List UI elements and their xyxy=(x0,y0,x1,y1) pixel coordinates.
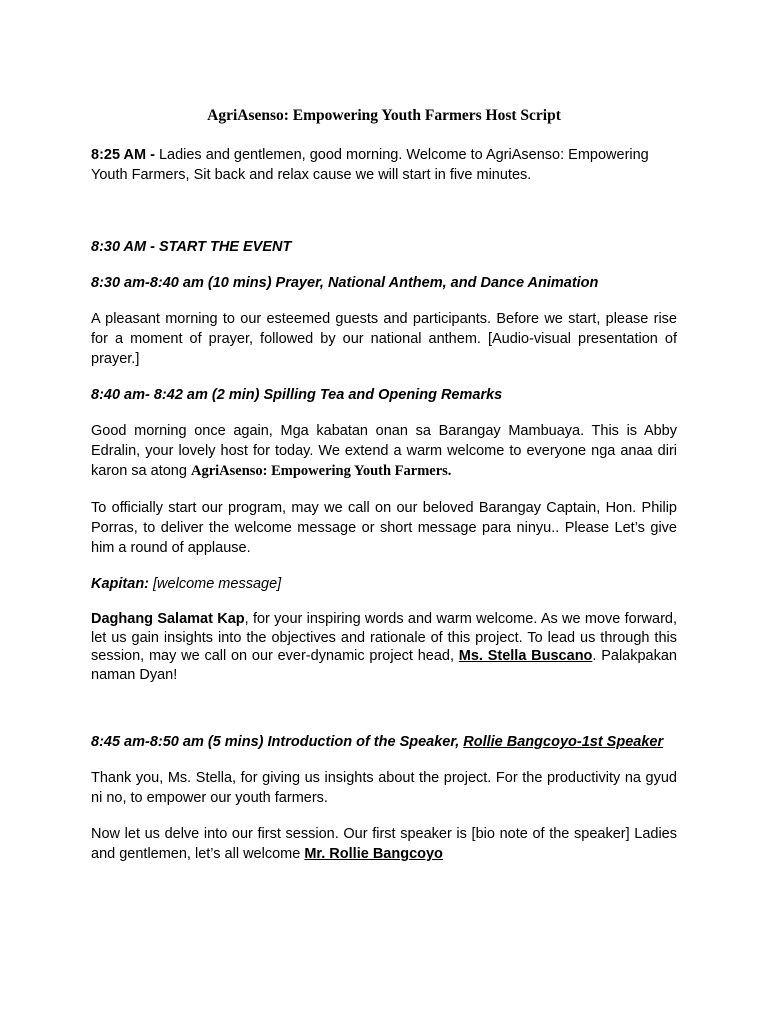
segment-remarks-heading: 8:40 am- 8:42 am (2 min) Spilling Tea and Opening Remarks xyxy=(91,387,503,403)
speaker-heading-text: 8:45 am-8:50 am (5 mins) Introduction of the Speaker, xyxy=(91,734,464,750)
thanks-text: , for your inspiring words and warm welcome. As we move forward, let us gain insights into the objectives and rationale of this project. To lead us through this session, may we call on our ever-dynamic project head, xyxy=(91,611,678,664)
intro-time: 8:25 AM - xyxy=(91,147,155,163)
prayer-paragraph: A pleasant morning to our esteemed guests and participants. Before we start, please rise for a moment of prayer, followed by our national anthem. [Audio-visual presentation of prayer.] xyxy=(91,311,677,367)
thanks-paragraph xyxy=(91,610,677,684)
speaker-name: Mr. Rollie Bangcoyo xyxy=(304,846,443,862)
speaker-heading-name: Rollie Bangcoyo-1st Speaker xyxy=(463,734,664,750)
first-session-text: Now let us delve into our first session. Our first speaker is [bio note of the speaker] Ladies and gentlemen, let’s all welcome xyxy=(91,826,677,862)
first-session-paragraph xyxy=(91,824,677,864)
thanks-bold: Daghang Salamat Kap xyxy=(91,611,245,627)
intro-paragraph xyxy=(91,145,677,185)
event-name: AgriAsenso: Empowering Youth Farmers. xyxy=(190,463,452,479)
thanks-stella-paragraph: Thank you, Ms. Stella, for giving us insights about the project. For the productivity na gyud ni no, to empower our youth farmers. xyxy=(91,770,677,806)
segment-prayer-heading: 8:30 am-8:40 am (10 mins) Prayer, National Anthem, and Dance Animation xyxy=(91,275,599,291)
greeting-paragraph xyxy=(91,421,677,481)
document-title: AgriAsenso: Empowering Youth Farmers Host Script xyxy=(207,107,561,124)
kapitan-paragraph xyxy=(91,574,677,594)
captain-call-paragraph: To officially start our program, may we call on our beloved Barangay Captain, Hon. Philip Porras, to deliver the welcome message or short message para ninyu.. Please Let’s give him a round of applause. xyxy=(91,500,677,556)
greeting-text: Good morning once again, Mga kabatan onan sa Barangay Mambuaya. This is Abby Edralin, your lovely host for today. We extend a warm welcome to everyone nga anaa diri karon sa atong xyxy=(91,423,677,479)
kapitan-label: Kapitan: xyxy=(91,576,149,592)
kapitan-text: [welcome message] xyxy=(149,576,282,592)
segment-speaker-heading xyxy=(91,732,677,752)
start-event-heading: 8:30 AM - START THE EVENT xyxy=(91,239,292,255)
project-head-name: Ms. Stella Buscano xyxy=(458,648,593,664)
intro-text: Ladies and gentlemen, good morning. Welcome to AgriAsenso: Empowering Youth Farmers, Sit back and relax cause we will start in five minutes. xyxy=(91,147,649,183)
thanks-end: . Palakpakan naman Dyan! xyxy=(91,648,677,683)
